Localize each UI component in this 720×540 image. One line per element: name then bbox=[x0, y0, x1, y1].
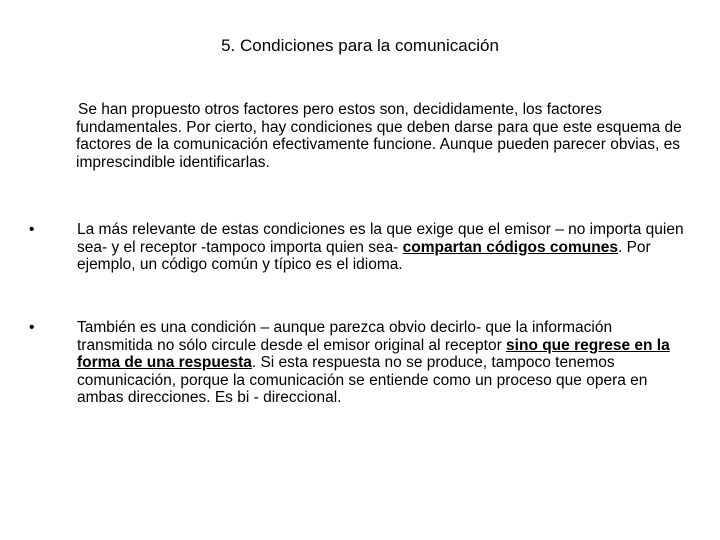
bullet-text-after: . Si esta respuesta no se produce, tampoco tenemos comunicación, porque la comunicación se entiende como un proceso que opera en ambas direcciones. Es bi - direccional. bbox=[77, 354, 648, 406]
bullet-text bbox=[77, 319, 685, 407]
bullet-text bbox=[77, 221, 685, 274]
bullet-text-before: La más relevante de estas condiciones es la que exige que el emisor – no importa quien sea- y el receptor -tampoco importa quien sea- bbox=[77, 221, 684, 256]
bullet-text-before: También es una condición – aunque parezca obvio decirlo- que la información transmitida no sólo circule desde el emisor original al receptor bbox=[77, 319, 613, 354]
bullet-marker: • bbox=[29, 221, 35, 238]
bullet-marker: • bbox=[29, 319, 35, 336]
bullet-emphasis: sino que regrese en la forma de una respuesta bbox=[77, 336, 670, 371]
intro-paragraph: Se han propuesto otros factores pero estos son, decididamente, los factores fundamentales. Por cierto, hay condiciones que deben darse para que este esquema de factores de la comunicación efectivamente funcione. Aunque pueden parecer obvias, es imprescindible identificarlas. bbox=[76, 101, 682, 171]
bullet-text-after: . Por ejemplo, un código común y típico es el idioma. bbox=[77, 238, 651, 273]
bullet-emphasis: compartan códigos comunes bbox=[402, 238, 618, 256]
slide-title: 5. Condiciones para la comunicación bbox=[221, 36, 499, 55]
